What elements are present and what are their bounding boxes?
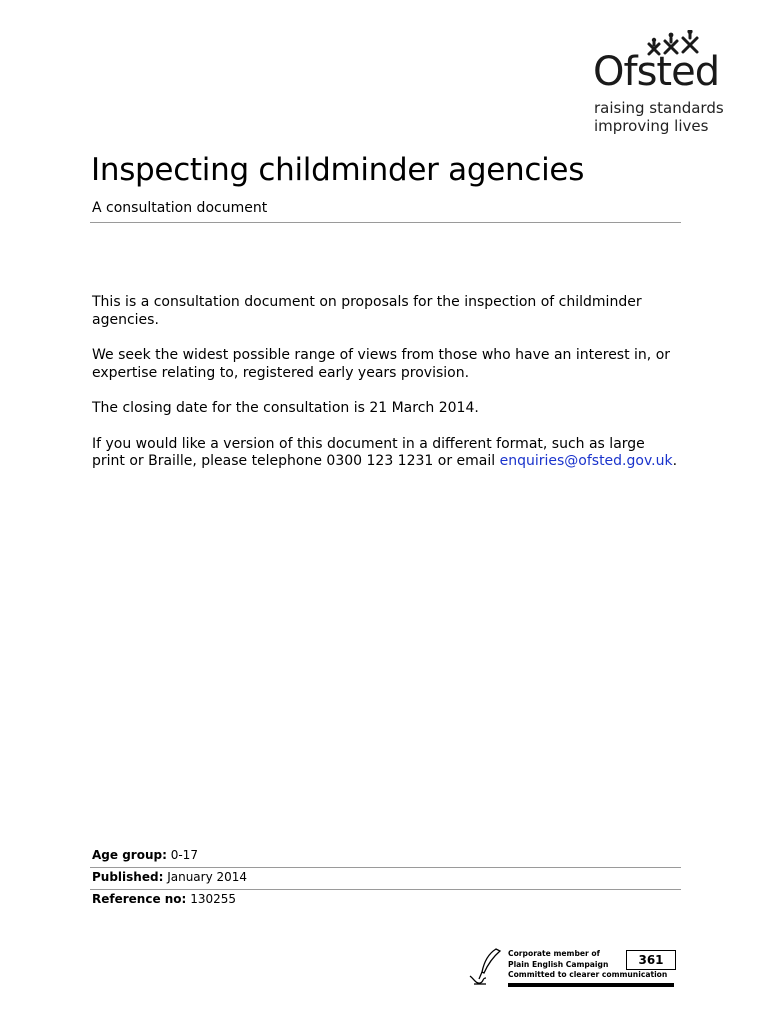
meta-row-age-group	[90, 846, 681, 868]
paragraph-alternative-format	[92, 436, 682, 471]
ofsted-logo	[593, 30, 733, 138]
logo-tagline-1: raising standards	[594, 99, 724, 117]
body-text	[92, 294, 682, 489]
alt-format-text: If you would like a version of this document in a different format, such as large print or Braille, please telephone 0300 123 1231 or email	[92, 435, 645, 469]
age-group-value: 0-17	[170, 848, 198, 862]
document-metadata	[90, 846, 681, 912]
published-label: Published:	[92, 870, 164, 884]
document-title: Inspecting childminder agencies	[91, 152, 585, 188]
reference-label: Reference no:	[92, 892, 187, 906]
quill-icon	[466, 946, 506, 988]
paragraph-closing-date: The closing date for the consultation is 21 March 2014.	[92, 400, 479, 416]
paragraph-views: We seek the widest possible range of views from those who have an interest in, or expertise relating to, registered early years provision.	[92, 347, 671, 381]
alt-format-end: .	[672, 453, 678, 469]
logo-tagline-2: improving lives	[594, 117, 709, 135]
document-subtitle: A consultation document	[92, 200, 268, 216]
badge-line-2: Plain English Campaign	[508, 959, 609, 969]
plain-english-badge	[466, 946, 680, 988]
title-divider	[90, 222, 681, 223]
email-link[interactable]: enquiries@ofsted.gov.uk	[499, 453, 673, 469]
reference-value: 130255	[190, 892, 236, 906]
badge-line-1: Corporate member of	[508, 949, 600, 958]
meta-row-reference	[90, 890, 681, 912]
logo-wordmark: Ofsted	[593, 49, 720, 95]
age-group-label: Age group:	[92, 848, 167, 862]
meta-row-published	[90, 868, 681, 890]
published-value: January 2014	[167, 870, 248, 884]
paragraph-intro: This is a consultation document on proposals for the inspection of childminder agencies.	[92, 294, 642, 328]
badge-underline	[508, 983, 674, 987]
badge-line-3: Committed to clearer communication	[508, 970, 668, 979]
badge-member-number: 361	[626, 950, 676, 970]
